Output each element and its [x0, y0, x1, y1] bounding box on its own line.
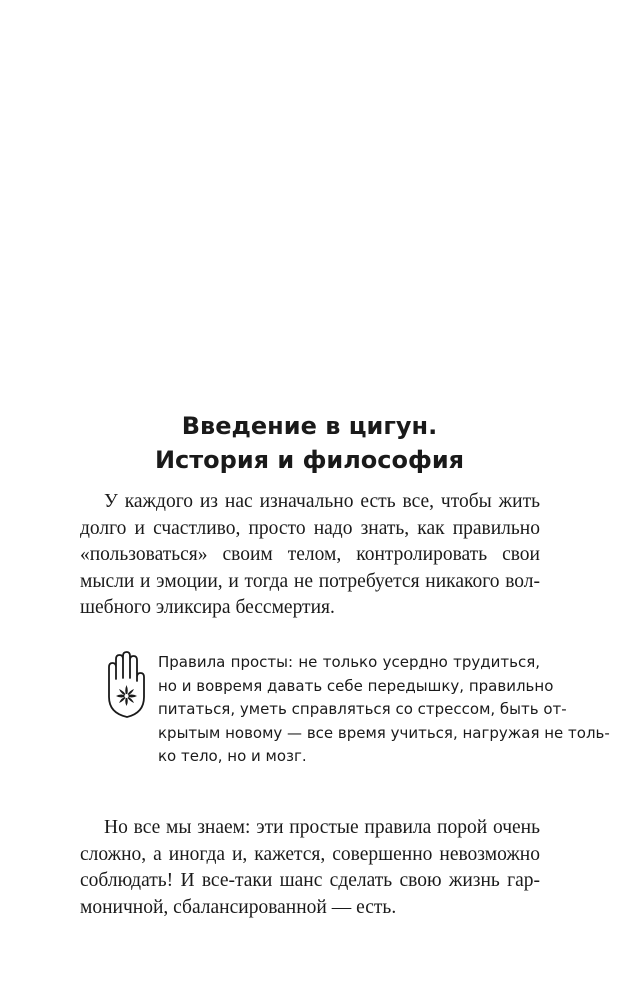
chapter-title — [0, 409, 619, 477]
hand-flower-icon — [103, 651, 149, 719]
intro-paragraph — [80, 489, 540, 622]
outro-line: сложно, а иногда и, кажется, совершенно невозможно — [80, 843, 540, 865]
tip-box — [103, 651, 610, 781]
chapter-title-line-1: Введение в цигун. — [181, 412, 438, 440]
tip-line: питаться, уметь справляться со стрессом, быть от- — [158, 700, 567, 718]
intro-line: У каждого из нас изначально есть все, чтобы жить — [104, 491, 540, 512]
outro-paragraph — [80, 815, 540, 921]
outro-line: Но все мы знаем: эти простые правила порой очень — [104, 817, 540, 838]
tip-line: но и вовремя давать себе передышку, правильно — [158, 676, 554, 695]
intro-line: долго и счастливо, просто надо знать, как правильно — [80, 517, 540, 539]
tip-text — [158, 651, 610, 769]
outro-line: моничной, сбалансированной — есть. — [80, 896, 397, 918]
intro-line: «пользоваться» своим телом, контролировать свои — [80, 544, 540, 565]
tip-line: крытым новому — все время учиться, нагружая не толь- — [158, 723, 610, 742]
intro-line: мысли и эмоции, и тогда не потребуется никакого вол- — [80, 570, 540, 592]
tip-line: ко тело, но и мозг. — [158, 747, 307, 765]
tip-line: Правила просты: не только усердно трудиться, — [158, 653, 540, 671]
intro-line: шебного эликсира бессмертия. — [80, 597, 335, 618]
chapter-title-line-2: История и философия — [154, 446, 465, 474]
outro-line: соблюдать! И все-таки шанс сделать свою жизнь гар- — [80, 870, 540, 891]
